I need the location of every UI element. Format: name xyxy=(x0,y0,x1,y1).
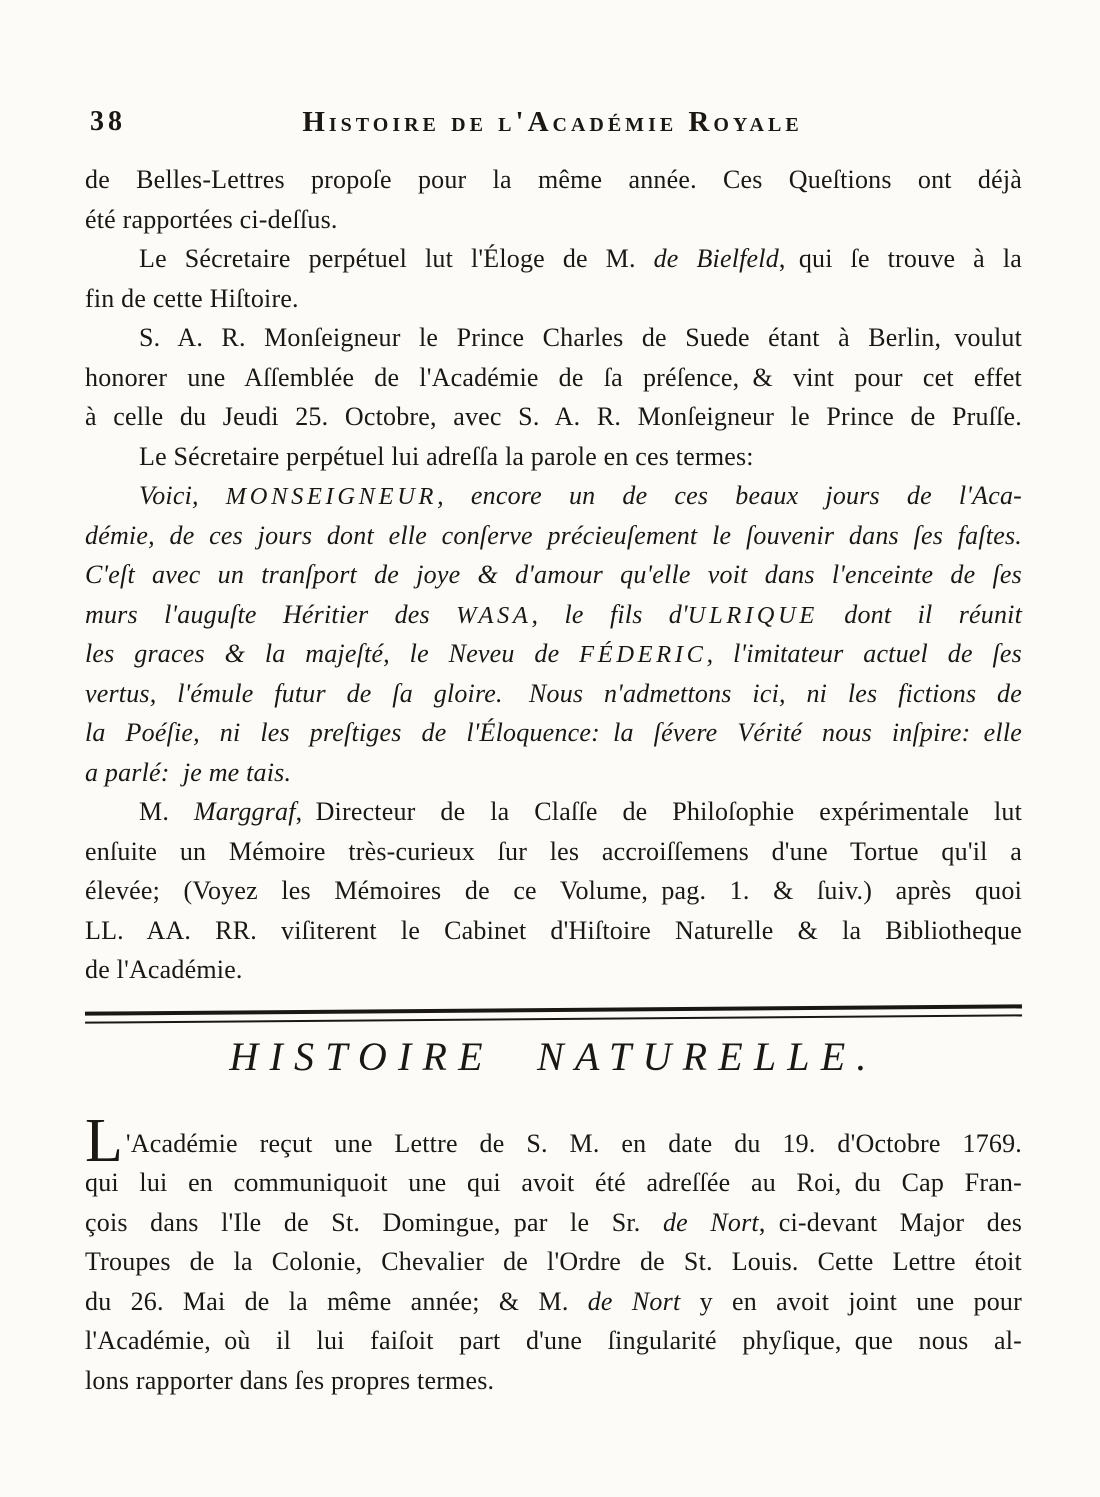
page-body xyxy=(85,160,1022,1400)
divider-line-thick xyxy=(85,1004,1022,1015)
text-line xyxy=(85,200,1022,240)
text-segment: qui lui en communiquoit une qui avoit été adreſſée au Roi, du Cap Fran- xyxy=(85,1168,1022,1197)
text-line xyxy=(85,555,1022,595)
text-line xyxy=(85,279,1022,319)
text-segment: de Nort xyxy=(587,1286,681,1316)
text-segment: Le Sécretaire perpétuel lut l'Éloge de M. xyxy=(139,244,654,273)
text-line xyxy=(85,792,1022,832)
text-segment: la Poéſie, ni les preſtiges de l'Éloquence: la ſévere Vérité nous inſpire: elle xyxy=(85,718,1022,747)
text-segment: , le fils d' xyxy=(531,599,688,629)
text-line xyxy=(85,595,1022,635)
text-segment: LL. AA. RR. viſiterent le Cabinet d'Hiſtoire Naturelle & la Bibliotheque xyxy=(85,915,1022,945)
text-line xyxy=(85,832,1022,872)
text-segment: élevée; (Voyez les Mémoires de ce Volume, pag. 1. & ſuiv.) après quoi xyxy=(85,876,1022,905)
text-line xyxy=(85,1106,1022,1175)
text-line xyxy=(85,1361,1022,1401)
text-segment: MONSEIGNEUR xyxy=(225,483,438,510)
text-segment: fin de cette Hiſtoire. xyxy=(85,283,299,313)
text-segment: Marggraf xyxy=(193,797,296,826)
text-segment: honorer une Aſſemblée de l'Académie de ſa préſence, & vint pour cet effet xyxy=(85,362,1022,392)
text-segment: FÉDERIC xyxy=(579,641,707,668)
text-line xyxy=(85,358,1022,398)
text-line xyxy=(85,1282,1022,1322)
paragraph xyxy=(85,318,1022,437)
text-segment: murs l'auguſte Héritier des xyxy=(85,599,457,629)
text-line xyxy=(85,318,1022,358)
text-segment: à celle du Jeudi 25. Octobre, avec S. A. R. Monſeigneur le Prince de Pruſſe. xyxy=(85,402,1022,431)
text-segment: çois dans l'Ile de St. Domingue, par le Sr. xyxy=(85,1207,663,1237)
paragraph xyxy=(85,476,1022,792)
text-line xyxy=(85,160,1022,200)
text-line xyxy=(85,950,1022,990)
divider-line-thin xyxy=(85,1014,1022,1023)
text-segment: C'eſt avec un tranſport de joye & d'amour qu'elle voit dans l'enceinte de ſes xyxy=(85,560,1022,589)
page-header xyxy=(85,104,1020,144)
text-segment: , ci-devant Major des xyxy=(758,1207,1023,1237)
page-number: 38 xyxy=(90,106,126,137)
text-line xyxy=(85,674,1022,714)
text-segment: a parlé: je me tais. xyxy=(85,757,292,787)
paragraph xyxy=(85,239,1022,318)
text-segment: Le Sécretaire perpétuel lui adreſſa la parole en ces termes: xyxy=(139,441,754,471)
text-line xyxy=(85,713,1022,753)
text-segment: de l'Académie. xyxy=(85,955,243,984)
text-segment: , qui ſe trouve à la xyxy=(778,244,1022,273)
text-segment: démie, de ces jours dont elle conſerve précieuſement le ſouvenir dans ſes faſtes. xyxy=(85,520,1022,550)
text-line xyxy=(85,239,1022,279)
text-segment: du 26. Mai de la même année; & M. xyxy=(85,1286,588,1316)
text-segment: , l'imitateur actuel de ſes xyxy=(706,639,1022,668)
text-line xyxy=(85,476,1022,516)
paragraph xyxy=(85,792,1022,990)
text-line xyxy=(85,437,1022,477)
text-segment: l'Académie, où il lui faiſoit part d'une ſingularité phyſique, que nous al- xyxy=(85,1326,1022,1355)
text-segment: , Directeur de la Claſſe de Philoſophie expérimentale lut xyxy=(295,797,1023,826)
paragraph xyxy=(85,1106,1023,1401)
section-heading: HISTOIRE NATURELLE. xyxy=(229,1033,878,1079)
text-segment: y en avoit joint une pour xyxy=(680,1286,1022,1316)
text-segment: WASA xyxy=(456,601,532,629)
text-segment: , encore un de ces beaux jours de l'Aca- xyxy=(437,481,1022,510)
paragraph xyxy=(85,437,1022,477)
text-line xyxy=(85,753,1022,793)
text-line xyxy=(85,911,1022,951)
text-line xyxy=(85,1321,1022,1361)
text-segment: ULRIQUE xyxy=(687,601,818,629)
text-line xyxy=(85,516,1022,556)
text-segment: de Nort xyxy=(662,1207,759,1237)
text-line xyxy=(85,1242,1022,1282)
text-line xyxy=(85,1203,1022,1243)
text-line xyxy=(85,871,1022,911)
section-divider xyxy=(85,1004,1022,1023)
text-segment: vertus, l'émule futur de ſa gloire. Nous n'admettons ici, ni les fictions de xyxy=(85,678,1022,708)
drop-cap: L xyxy=(85,1106,123,1175)
text-segment: lons rapporter dans ſes propres termes. xyxy=(85,1365,495,1395)
text-segment: 'Académie reçut une Lettre de S. M. en date du 19. d'Octobre 1769. xyxy=(125,1128,1022,1158)
text-segment: les graces & la majeſté, le Neveu de xyxy=(85,639,580,668)
text-segment: de Belles-Lettres propoſe pour la même année. Ces Queſtions ont déjà xyxy=(85,165,1022,194)
text-segment: Troupes de la Colonie, Chevalier de l'Ordre de St. Louis. Cette Lettre étoit xyxy=(85,1247,1022,1276)
text-segment: Voici, xyxy=(139,481,226,510)
text-segment: S. A. R. Monſeigneur le Prince Charles de Suede étant à Berlin, voulut xyxy=(139,323,1022,352)
paragraph xyxy=(85,160,1022,239)
text-segment: enſuite un Mémoire très-curieux ſur les accroiſſemens d'une Tortue qu'il a xyxy=(85,836,1022,866)
text-segment: dont il réunit xyxy=(817,599,1022,629)
text-line xyxy=(85,1163,1022,1203)
text-line xyxy=(85,634,1022,674)
text-segment: M. xyxy=(139,797,194,826)
text-segment: de Bielfeld xyxy=(653,244,779,273)
text-segment: été rapportées ci-deſſus. xyxy=(85,204,338,234)
text-line xyxy=(85,397,1022,437)
running-title: Histoire de l'Académie Royale xyxy=(302,106,803,138)
